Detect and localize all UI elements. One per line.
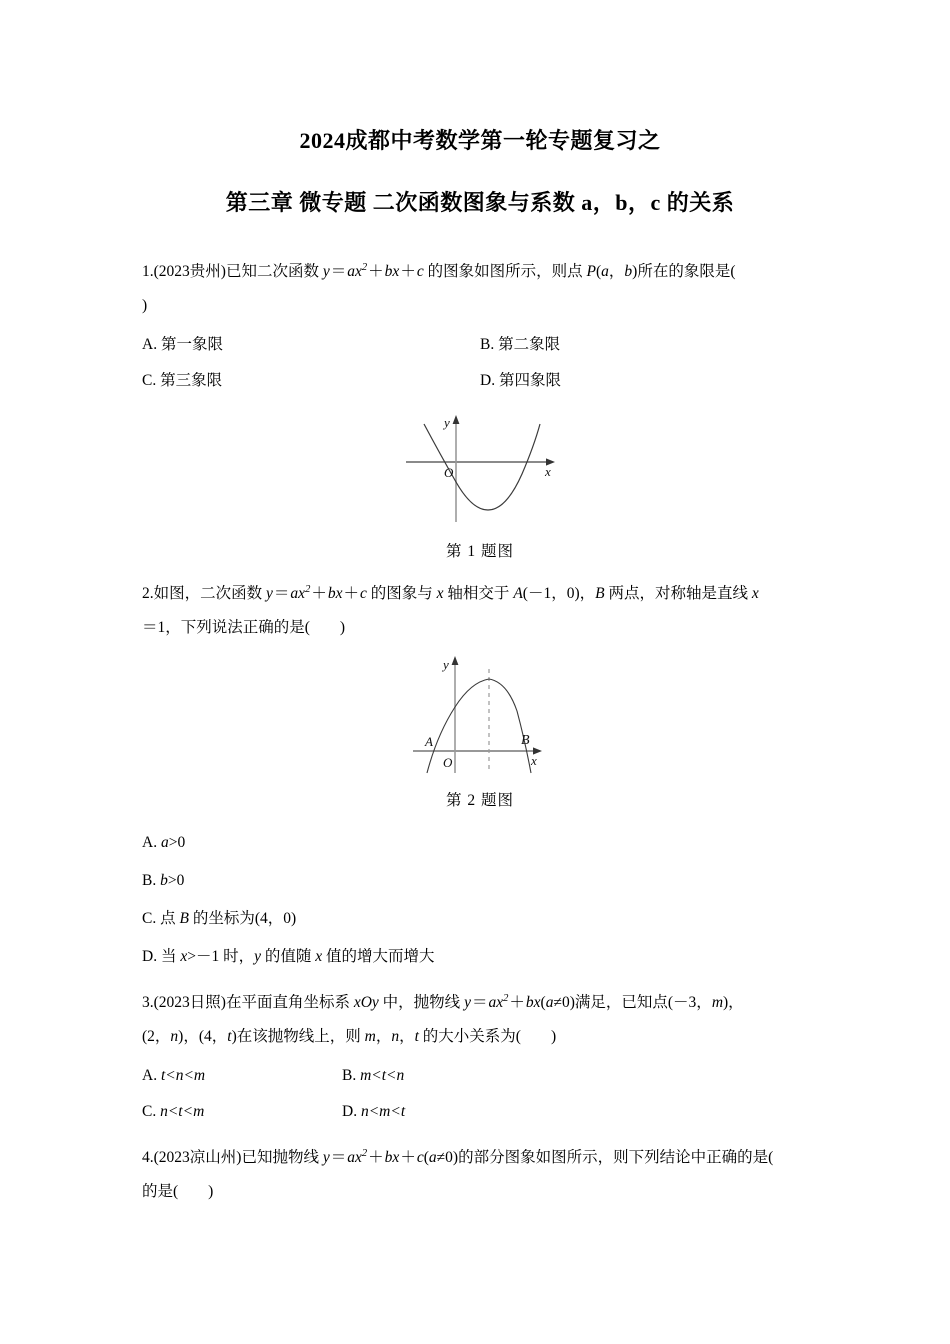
y-axis-arrow [452, 656, 459, 665]
q1-text-close: ) [142, 296, 148, 314]
q3-number: 3. [142, 993, 154, 1011]
y-axis-label: y [444, 414, 450, 430]
q2-text-3: 轴相交于 [443, 584, 514, 602]
question-3-stem [142, 986, 818, 1054]
q3-option-b-text: m<t<n [360, 1067, 405, 1085]
q3-text-close: ) [550, 1027, 557, 1045]
q3-text-1: 在平面直角坐标系 [225, 993, 354, 1011]
q3-option-d[interactable] [342, 1094, 542, 1130]
q2-formula: $y=ax^2+bx+c$ [266, 583, 367, 602]
q2-var-x: x [436, 584, 444, 602]
question-2-figure [142, 649, 818, 810]
question-3-options [142, 1058, 818, 1131]
q4-number: 4. [142, 1148, 154, 1166]
q3-option-a[interactable] [142, 1058, 342, 1094]
q2-option-a-text: a>0 [160, 834, 186, 851]
q1-option-c-label: C. [142, 372, 157, 390]
question-1-options [142, 327, 818, 400]
q3-option-b[interactable] [342, 1058, 542, 1094]
q1-text-1: 已知二次函数 [225, 262, 323, 280]
question-2-figure-caption: 第 2 题图 [445, 792, 514, 809]
q1-option-c[interactable] [142, 363, 480, 399]
q3-option-d-text: n<m<t [360, 1103, 406, 1121]
q2-point-a: A(－1，0) [513, 584, 580, 602]
q3-option-c-label: C. [142, 1103, 157, 1121]
q2-text-4: ， [579, 584, 596, 602]
q4-text-1: 已知抛物线 [241, 1148, 323, 1166]
page-title-variables: a，b，c [581, 190, 661, 216]
q1-point: P(a，b) [586, 262, 638, 280]
q1-option-d-label: D. [480, 372, 496, 390]
q2-option-a-label: A. [142, 834, 158, 851]
q2-option-b[interactable] [142, 862, 818, 900]
q1-option-d[interactable] [480, 363, 818, 399]
point-b-label: B [521, 733, 530, 748]
q2-text-6: ＝1，下列说法正确的是( [142, 618, 310, 636]
q2-text-1: 如图，二次函数 [153, 584, 267, 602]
q1-text-3: 所在的象限是( [637, 262, 736, 280]
q2-axis-eq: x [751, 584, 759, 602]
page-title-line1: 2024成都中考数学第一轮专题复习之 [299, 128, 661, 153]
y-axis-arrow [453, 415, 460, 424]
q1-option-d-text: 第四象限 [498, 372, 561, 390]
q3-option-a-label: A. [142, 1067, 158, 1085]
page-content [142, 0, 818, 1209]
q3-option-c-text: n<t<m [160, 1103, 205, 1121]
parabola-up-figure [394, 410, 566, 528]
q2-text-close: ) [339, 618, 346, 636]
page-title-suffix: 的关系 [660, 190, 735, 216]
q1-option-a-label: A. [142, 335, 158, 353]
q3-points-2: (2，n)，(4，t) [142, 1027, 237, 1045]
q1-option-b-text: 第二象限 [498, 335, 561, 353]
q2-option-b-label: B. [142, 871, 157, 889]
origin-label: O [443, 755, 453, 770]
q3-formula: $y=ax^2+bx(a\ne 0)$ [464, 992, 575, 1011]
q3-option-d-label: D. [342, 1103, 358, 1121]
q1-option-c-text: 第三象限 [160, 372, 223, 390]
q2-option-a[interactable] [142, 824, 818, 862]
q1-number: 1. [142, 262, 154, 280]
q4-text-2: 的部分图象如图所示，则下列结论中正确的是( [458, 1148, 774, 1166]
question-4-stem: 4.(2023凉山州)已知抛物线 $y=ax^2+bx+c(a\ne 0)$的部分图象如图所示，则下列结论中正确的是( 的是( ) [142, 1147, 774, 1200]
q3-text-4: 在该抛物线上，则 [236, 1027, 365, 1045]
q1-option-a[interactable] [142, 327, 480, 363]
page-title-line2 [142, 190, 818, 216]
x-axis-label: x [531, 753, 537, 768]
y-axis-label: y [443, 657, 449, 672]
q3-points-1: (－3，m)， [667, 993, 744, 1011]
q3-option-b-label: B. [342, 1067, 357, 1085]
q1-text-2: 的图象如图所示，则点 [423, 262, 587, 280]
q4-source: (2023凉山州) [153, 1148, 242, 1166]
q3-coord-system: xOy [353, 993, 379, 1011]
q3-text-3: 满足，已知点 [574, 993, 668, 1011]
page-title-prefix: 第三章 微专题 二次函数图象与系数 [225, 190, 582, 216]
point-a-label: A [425, 734, 433, 749]
q1-option-b-label: B. [480, 335, 495, 353]
q2-option-b-text: b>0 [160, 871, 185, 889]
q3-option-row-2 [142, 1094, 818, 1130]
q1-option-a-text: 第一象限 [160, 335, 223, 353]
q4-formula: $y=ax^2+bx+c(a\ne 0)$ [322, 1147, 459, 1166]
q2-number: 2. [142, 584, 154, 602]
question-1-stem [142, 255, 818, 323]
parabola-down-figure [405, 649, 555, 777]
q2-option-c-label: C. [142, 909, 157, 927]
q3-source: (2023日照) [153, 993, 226, 1011]
q4-text-close: ) [208, 1183, 214, 1200]
origin-label: O [444, 464, 454, 480]
q3-text-2: 中，抛物线 [378, 993, 465, 1011]
q2-option-d[interactable]: D. 当 x>－1 时，y 的值随 x 值的增大而增大 [142, 947, 435, 965]
q3-option-row-1 [142, 1058, 818, 1094]
q3-option-c[interactable] [142, 1094, 342, 1130]
q3-text-5: 的大小关系为( [418, 1027, 521, 1045]
q2-option-c[interactable]: C. 点 B 的坐标为(4，0) [142, 909, 297, 927]
q2-option-d-label: D. [142, 947, 158, 965]
q3-option-a-text: t<n<m [160, 1067, 206, 1085]
q1-option-row-1 [142, 327, 818, 363]
q1-source: (2023贵州) [153, 262, 226, 280]
x-axis-label: x [545, 463, 551, 479]
q1-option-row-2 [142, 363, 818, 399]
q2-text-5: 两点，对称轴是直线 [604, 584, 752, 602]
q1-formula: $y=ax^2+bx+c$ [322, 261, 424, 280]
q2-text-2: 的图象与 [366, 584, 437, 602]
question-1-figure [142, 410, 818, 561]
parabola-curve [424, 424, 540, 510]
q3-vars: m，n，t [364, 1027, 419, 1045]
q2-point-b: B [595, 584, 605, 602]
question-2-stem [142, 577, 818, 645]
q1-option-b[interactable] [480, 327, 818, 363]
question-1-figure-caption: 第 1 题图 [445, 542, 514, 560]
